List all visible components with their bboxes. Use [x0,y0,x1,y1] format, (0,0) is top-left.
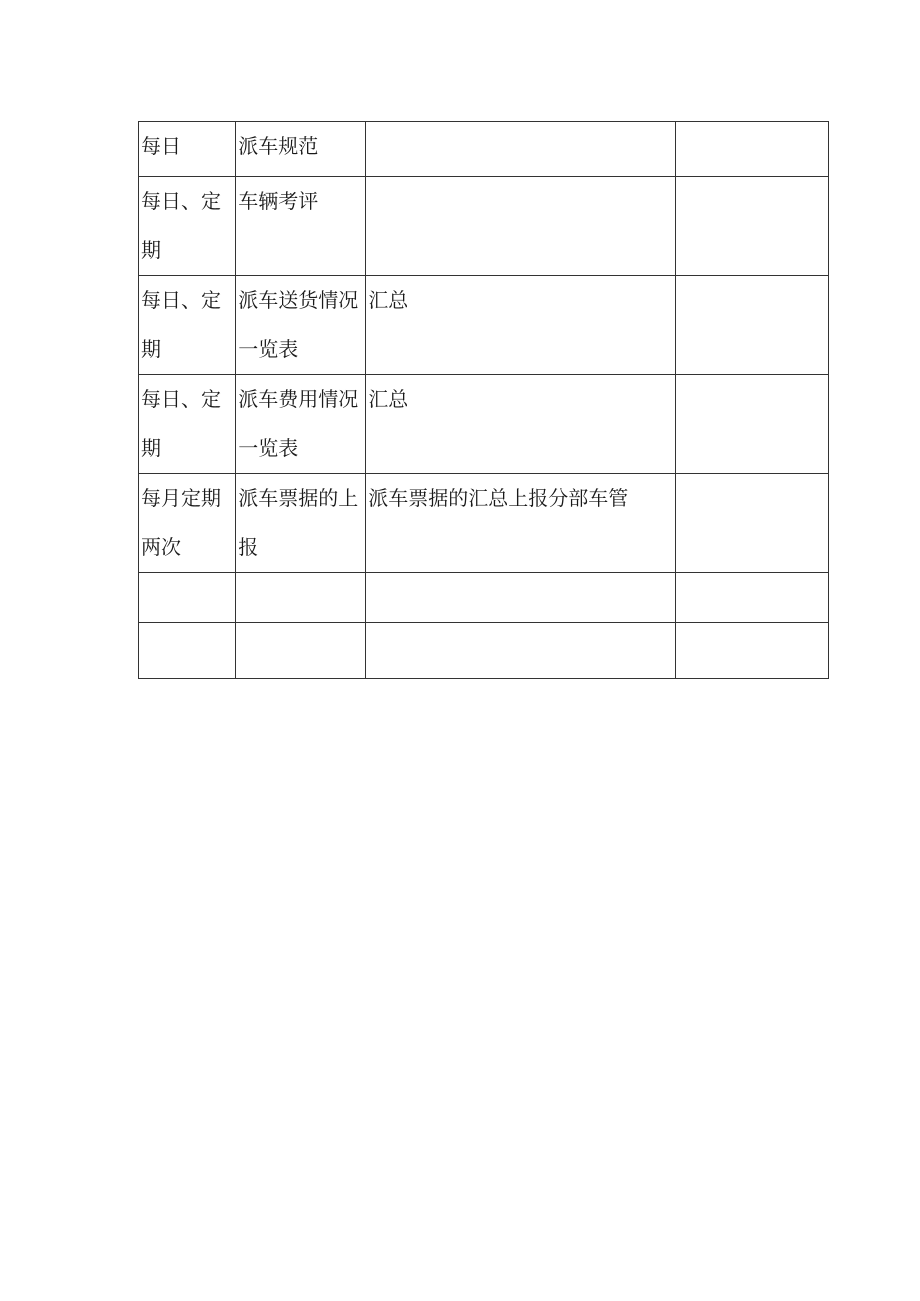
frequency-cell [139,573,236,623]
content-cell [366,122,676,177]
item-cell: 派车送货情况一览表 [236,276,366,375]
frequency-cell: 每日、定期 [139,177,236,276]
table-row [139,474,829,573]
content-cell [366,623,676,679]
frequency-cell [139,623,236,679]
table-row [139,177,829,276]
table-row [139,573,829,623]
item-cell: 派车规范 [236,122,366,177]
frequency-cell: 每日 [139,122,236,177]
content-cell: 汇总 [366,276,676,375]
frequency-cell: 每日、定期 [139,375,236,474]
content-cell: 派车票据的汇总上报分部车管 [366,474,676,573]
content-cell: 汇总 [366,375,676,474]
remark-cell [676,623,829,679]
table-row [139,122,829,177]
frequency-cell: 每月定期两次 [139,474,236,573]
table-row [139,276,829,375]
remark-cell [676,177,829,276]
item-cell [236,623,366,679]
content-cell [366,573,676,623]
item-cell: 派车费用情况一览表 [236,375,366,474]
frequency-cell: 每日、定期 [139,276,236,375]
table-row [139,375,829,474]
remark-cell [676,573,829,623]
content-cell [366,177,676,276]
remark-cell [676,276,829,375]
item-cell: 派车票据的上报 [236,474,366,573]
schedule-table [138,121,829,679]
remark-cell [676,122,829,177]
table-row [139,623,829,679]
remark-cell [676,474,829,573]
item-cell: 车辆考评 [236,177,366,276]
remark-cell [676,375,829,474]
item-cell [236,573,366,623]
